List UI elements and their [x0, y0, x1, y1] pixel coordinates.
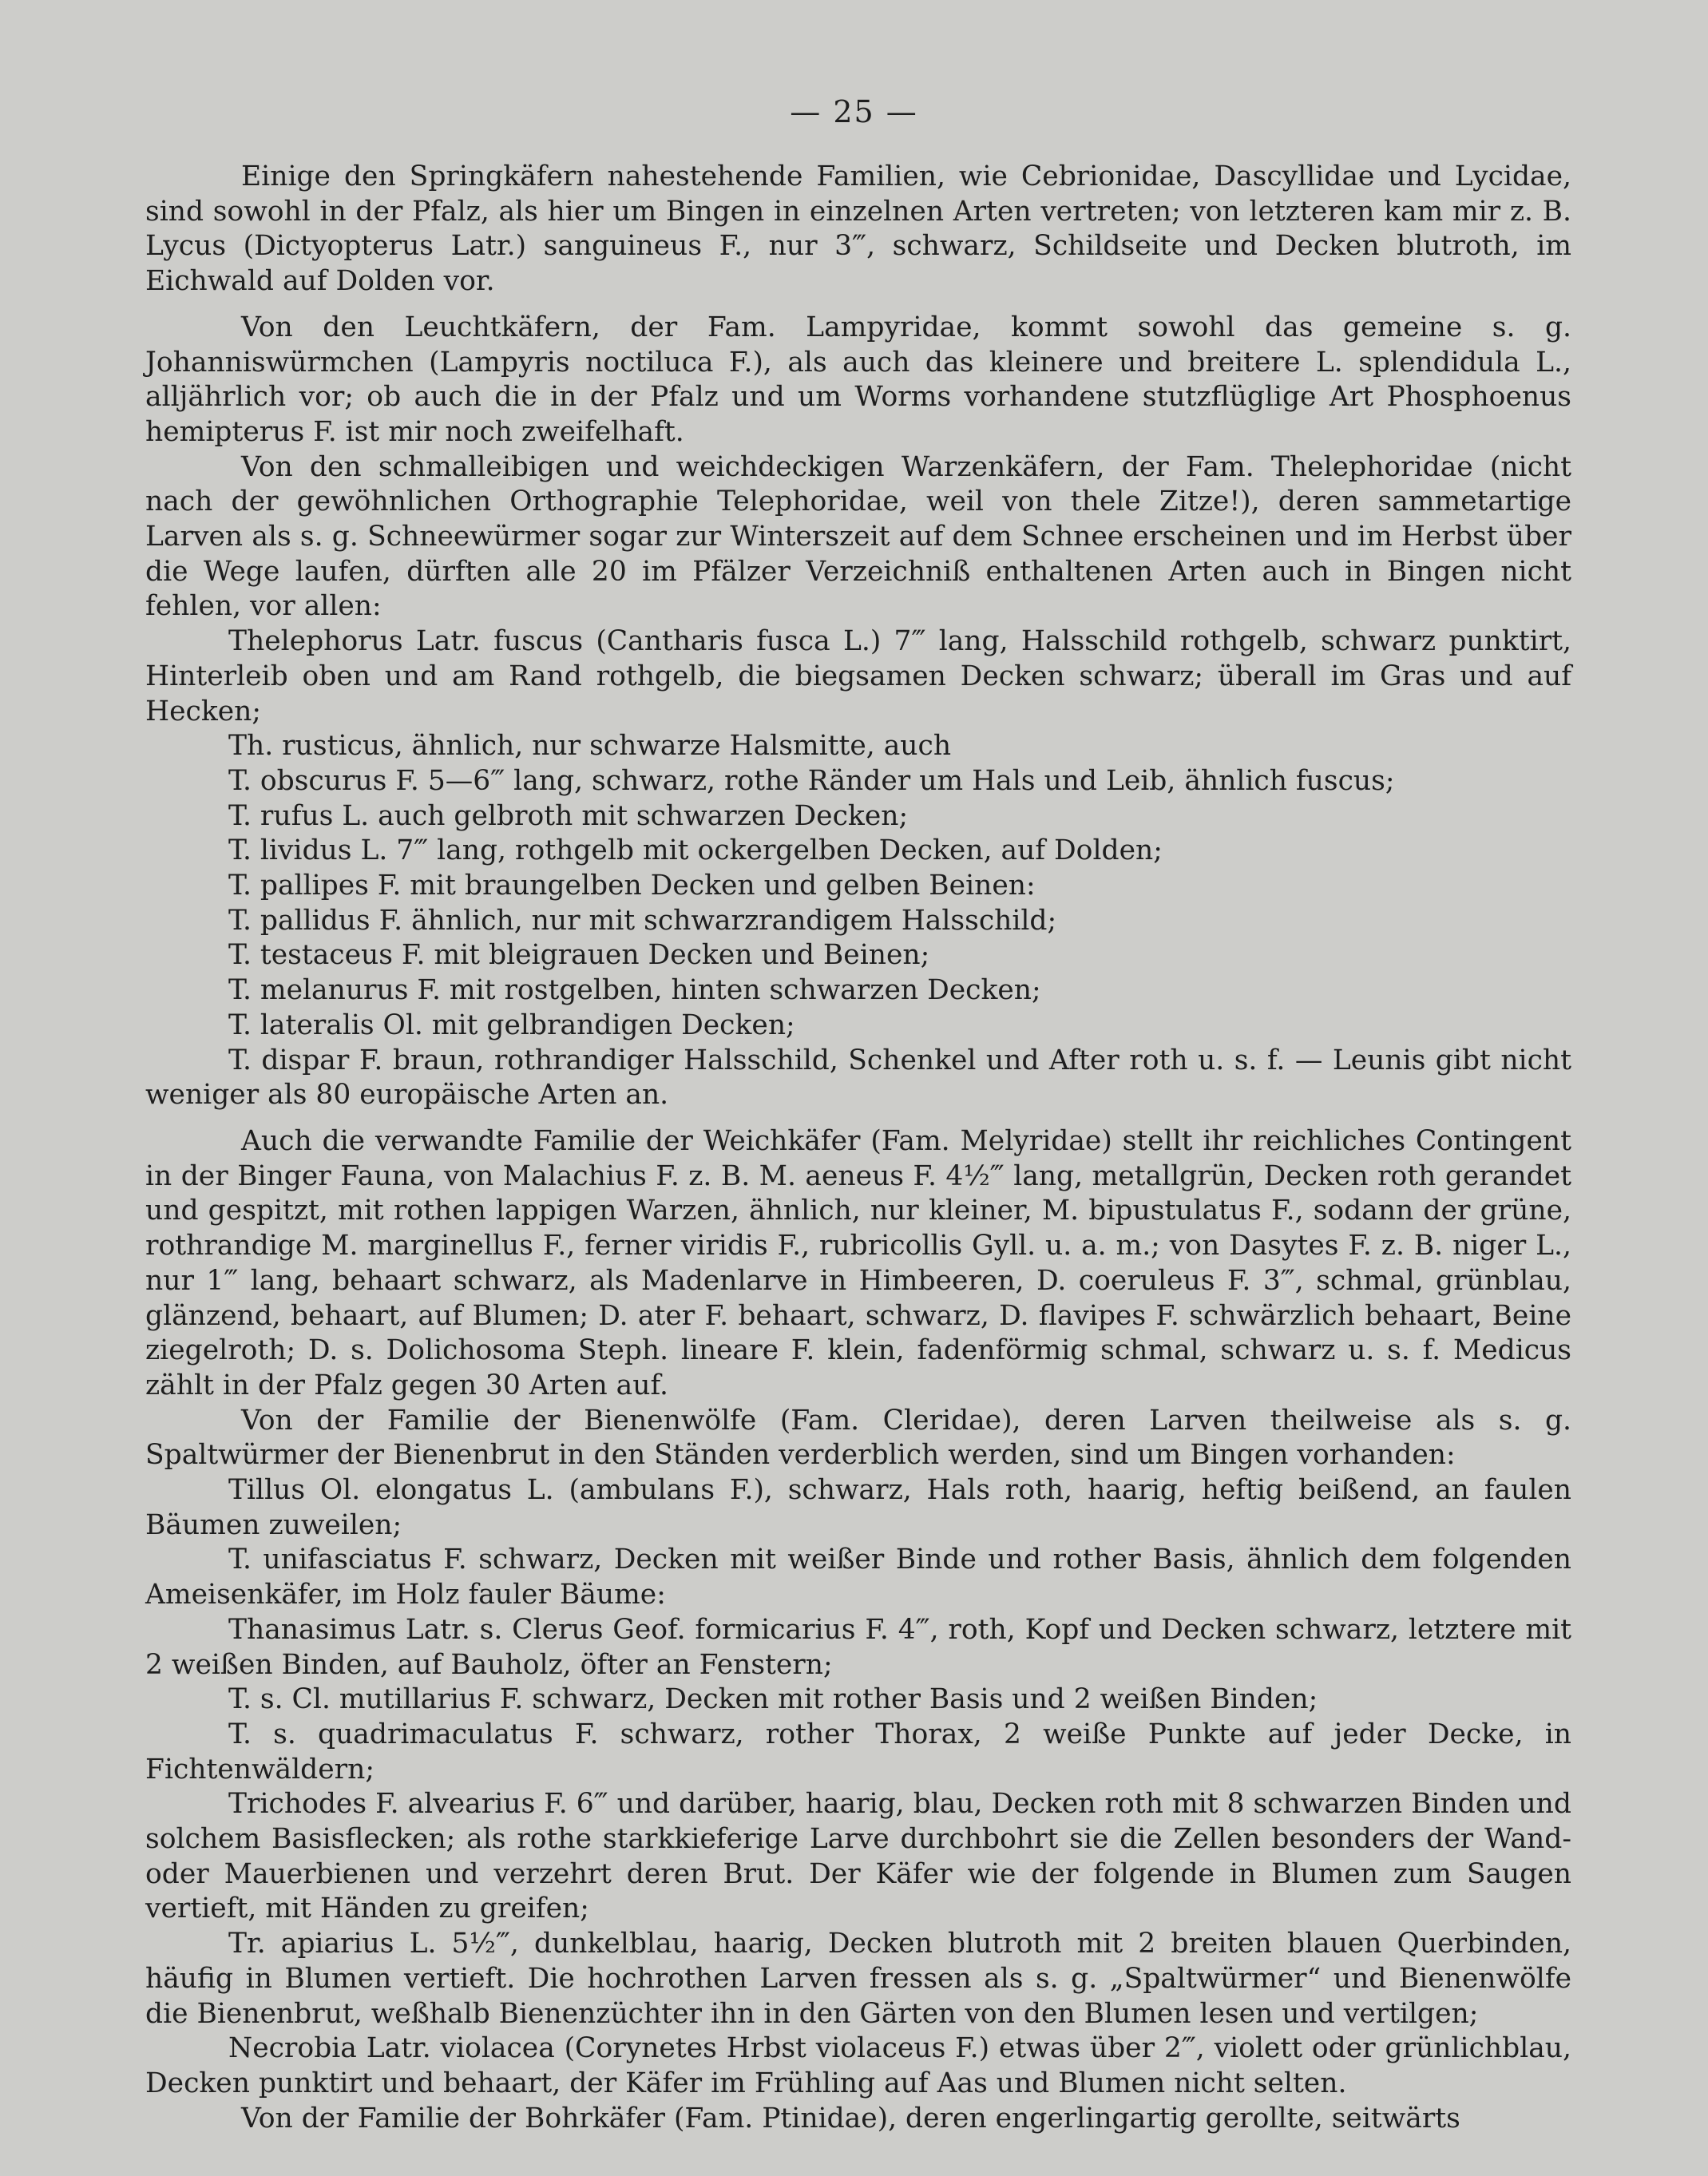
- page-number: — 25 —: [790, 94, 918, 129]
- species-entry: T. obscurus F. 5—6‴ lang, schwarz, rothe Ränder um Hals und Leib, ähnlich fuscus;: [228, 764, 1395, 797]
- species-entry: T. rufus L. auch gelbroth mit schwarzen Decken;: [228, 799, 909, 832]
- species-entry: Necrobia Latr. violacea (Corynetes Hrbst violaceus F.) etwas über 2‴, violett oder grünlichblau, Decken punktirt und behaart, der Käfer im Frühling auf Aas und Blumen nicht selten.: [145, 2032, 1571, 2099]
- species-entry: T. s. quadrimaculatus F. schwarz, rother Thorax, 2 weiße Punkte auf jeder Decke, in Fichtenwäldern;: [145, 1718, 1571, 1786]
- species-entry: Trichodes F. alvearius F. 6‴ und darüber, haarig, blau, Decken roth mit 8 schwarzen Binden und solchem Basisflecken; als rothe starkkieferige Larve durchbohrt sie die Zellen besonders der Wand- oder Mauerbienen und verzehrt deren Brut. Der Käfer wie der folgende in Blumen zum Saugen vertieft, mit Händen zu greifen;: [145, 1788, 1571, 1925]
- species-entry: Tillus Ol. elongatus L. (ambulans F.), schwarz, Hals roth, haarig, heftig beißend, an faulen Bäumen zuweilen;: [145, 1474, 1571, 1541]
- species-entry: T. dispar F. braun, rothrandiger Halsschild, Schenkel und After roth u. s. f. — Leunis gibt nicht weniger als 80 europäische Arten an.: [145, 1044, 1571, 1112]
- paragraph-leuchtkaefer: Von den Leuchtkäfern, der Fam. Lampyridae, kommt sowohl das gemeine s. g. Johanniswürmchen (Lampyris noctiluca F.), als auch das kleinere und breitere L. splendidula L., alljährlich vor; ob auch die in der Pfalz und um Worms vorhandene stutzflüglige Art Phosphoenus hemipterus F. ist mir noch zweifelhaft.: [145, 311, 1571, 448]
- species-entry: T. lividus L. 7‴ lang, rothgelb mit ockergelben Decken, auf Dolden;: [228, 834, 1163, 867]
- species-entry: T. testaceus F. mit bleigrauen Decken und Beinen;: [228, 939, 930, 972]
- body-text: [145, 160, 1571, 2136]
- species-entry: T. s. Cl. mutillarius F. schwarz, Decken mit rother Basis und 2 weißen Binden;: [228, 1683, 1318, 1716]
- species-entry: Thelephorus Latr. fuscus (Cantharis fusca L.) 7‴ lang, Halsschild rothgelb, schwarz punktirt, Hinterleib oben und am Rand rothgelb, die biegsamen Decken schwarz; überall im Gras und auf Hecken;: [145, 625, 1571, 727]
- paragraph-bohrkaefer: Von der Familie der Bohrkäfer (Fam. Ptinidae), deren engerlingartig gerollte, seitwärts: [241, 2102, 1460, 2134]
- species-entry: T. pallipes F. mit braungelben Decken und gelben Beinen:: [228, 870, 1036, 902]
- species-entry: Thanasimus Latr. s. Clerus Geof. formicarius F. 4‴, roth, Kopf und Decken schwarz, letztere mit 2 weißen Binden, auf Bauholz, öfter an Fenstern;: [145, 1613, 1571, 1681]
- species-entry: T. unifasciatus F. schwarz, Decken mit weißer Binde und rother Basis, ähnlich dem folgenden Ameisenkäfer, im Holz fauler Bäume:: [145, 1544, 1571, 1611]
- species-entry: Th. rusticus, ähnlich, nur schwarze Halsmitte, auch: [228, 730, 952, 763]
- paragraph-springkaefer: Einige den Springkäfern nahestehende Familien, wie Cebrionidae, Dascyllidae und Lycidae, sind sowohl in der Pfalz, als hier um Bingen in einzelnen Arten vertreten; von letzteren kam mir z. B. Lycus (Dictyopterus Latr.) sanguineus F., nur 3‴, schwarz, Schildseite und Decken blutroth, im Eichwald auf Dolden vor.: [145, 161, 1571, 298]
- species-entry: Tr. apiarius L. 5½‴, dunkelblau, haarig, Decken blutroth mit 2 breiten blauen Querbinden, häufig in Blumen vertieft. Die hochrothen Larven fressen als s. g. „Spaltwürmer“ und Bienenwölfe die Bienenbrut, weßhalb Bienenzüchter ihn in den Gärten von den Blumen lesen und vertilgen;: [145, 1928, 1571, 2030]
- paragraph-weichkaefer: Auch die verwandte Familie der Weichkäfer (Fam. Melyridae) stellt ihr reichliches Contingent in der Binger Fauna, von Malachius F. z. B. M. aeneus F. 4½‴ lang, metallgrün, Decken roth gerandet und gespitzt, mit rothen lappigen Warzen, ähnlich, nur kleiner, M. bipustulatus F., sodann der grüne, rothrandige M. marginellus F., ferner viridis F., rubricollis Gyll. u. a. m.; von Dasytes F. z. B. niger L., nur 1‴ lang, behaart schwarz, als Madenlarve in Himbeeren, D. coeruleus F. 3‴, schmal, grünblau, glänzend, behaart, auf Blumen; D. ater F. behaart, schwarz, D. flavipes F. schwärzlich behaart, Beine ziegelroth; D. s. Dolichosoma Steph. lineare F. klein, fadenförmig schmal, schwarz u. s. f. Medicus zählt in der Pfalz gegen 30 Arten auf.: [145, 1124, 1571, 1401]
- paragraph-bienenwoelfe: Von der Familie der Bienenwölfe (Fam. Cleridae), deren Larven theilweise als s. g. Spaltwürmer der Bienenbrut in den Ständen verderblich werden, sind um Bingen vorhanden:: [145, 1404, 1571, 1472]
- species-entry: T. pallidus F. ähnlich, nur mit schwarzrandigem Halsschild;: [228, 904, 1057, 937]
- species-entry: T. lateralis Ol. mit gelbrandigen Decken;: [228, 1009, 795, 1041]
- species-entry: T. melanurus F. mit rostgelben, hinten schwarzen Decken;: [228, 974, 1041, 1007]
- paragraph-warzenkaefer: Von den schmalleibigen und weichdeckigen Warzenkäfern, der Fam. Thelephoridae (nicht nach der gewöhnlichen Orthographie Telephoridae, weil von thele Zitze!), deren sammetartige Larven als s. g. Schneewürmer sogar zur Winterszeit auf dem Schnee erscheinen und im Herbst über die Wege laufen, dürften alle 20 im Pfälzer Verzeichniß enthaltenen Arten auch in Bingen nicht fehlen, vor allen:: [145, 450, 1571, 623]
